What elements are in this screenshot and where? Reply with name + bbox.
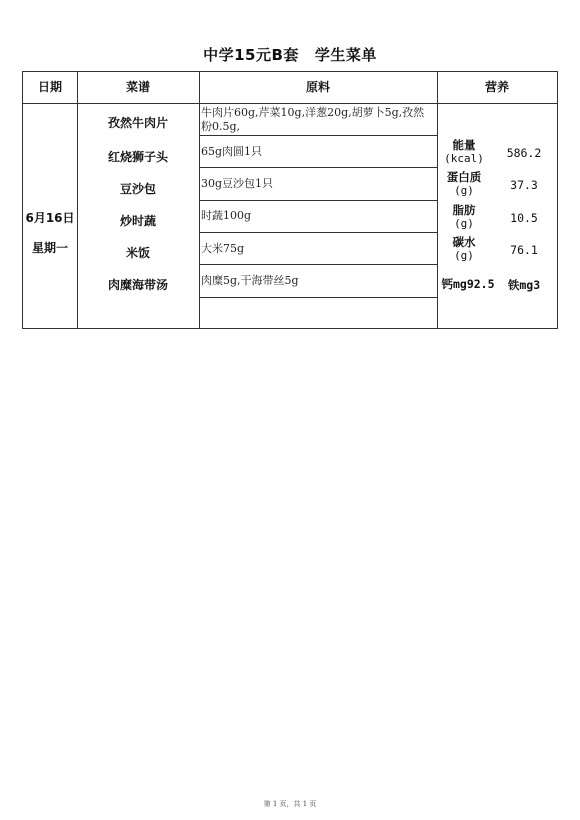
ingredient-text: 65g肉圆1只 (201, 145, 263, 158)
ingredient-text: 30g豆沙包1只 (201, 177, 274, 190)
row-divider (199, 232, 437, 233)
mineral-iron: 铁mg3 (507, 278, 541, 292)
nutrition-label-fat (439, 203, 489, 231)
nutrient-unit: (g) (454, 249, 474, 262)
nutrient-unit: (g) (454, 184, 474, 197)
ingredient-text: 大米75g (201, 242, 245, 255)
header-date: 日期 (37, 80, 62, 94)
date-day: 6月16日 (25, 211, 75, 225)
nutrient-name: 能量 (452, 138, 476, 152)
row-divider (199, 200, 437, 201)
header-ingredients: 原料 (305, 80, 330, 94)
header-divider (23, 103, 557, 104)
mineral-calcium: 钙mg92.5 (441, 277, 495, 291)
title-menu-label: 学生菜单 (314, 46, 377, 64)
title-set-name: 中学15元B套 (203, 46, 299, 64)
nutrient-name: 碳水 (452, 235, 476, 249)
nutrient-unit: (g) (454, 217, 474, 230)
nutrition-label-carbs (439, 235, 489, 263)
page-title (0, 44, 580, 65)
nutrient-unit: (kcal) (444, 152, 484, 165)
ingredient-text: 肉糜5g,干海带丝5g (201, 274, 299, 287)
dish-name: 豆沙包 (119, 182, 156, 196)
header-dishes: 菜谱 (125, 80, 150, 94)
dish-name: 炒时蔬 (119, 214, 156, 228)
ingredient-text: 牛肉片60g,芹菜10g,洋葱20g,胡萝卜5g,孜然粉0.5g, (201, 106, 425, 133)
dish-name: 米饭 (125, 246, 150, 260)
nutrition-value-carbs: 76.1 (510, 243, 538, 257)
header-nutrition: 营养 (484, 80, 509, 94)
nutrient-name: 蛋白质 (446, 170, 482, 184)
nutrition-value-protein: 37.3 (510, 178, 538, 192)
row-divider (199, 264, 437, 265)
nutrition-label-energy (439, 138, 489, 166)
date-weekday: 星期一 (31, 241, 68, 255)
dish-name: 肉糜海带汤 (107, 278, 168, 292)
row-divider (199, 297, 437, 298)
dish-name: 红烧狮子头 (107, 150, 168, 164)
ingredient-text: 时蔬100g (201, 209, 252, 222)
nutrient-name: 脂肪 (452, 203, 476, 217)
page-footer: 第 1 页，共 1 页 (263, 800, 317, 808)
row-divider (199, 135, 437, 136)
menu-table (22, 71, 558, 329)
row-divider (199, 167, 437, 168)
nutrition-value-energy: 586.2 (506, 146, 542, 160)
nutrition-value-fat: 10.5 (510, 211, 538, 225)
dish-name: 孜然牛肉片 (107, 116, 168, 130)
nutrition-label-protein (439, 170, 489, 198)
